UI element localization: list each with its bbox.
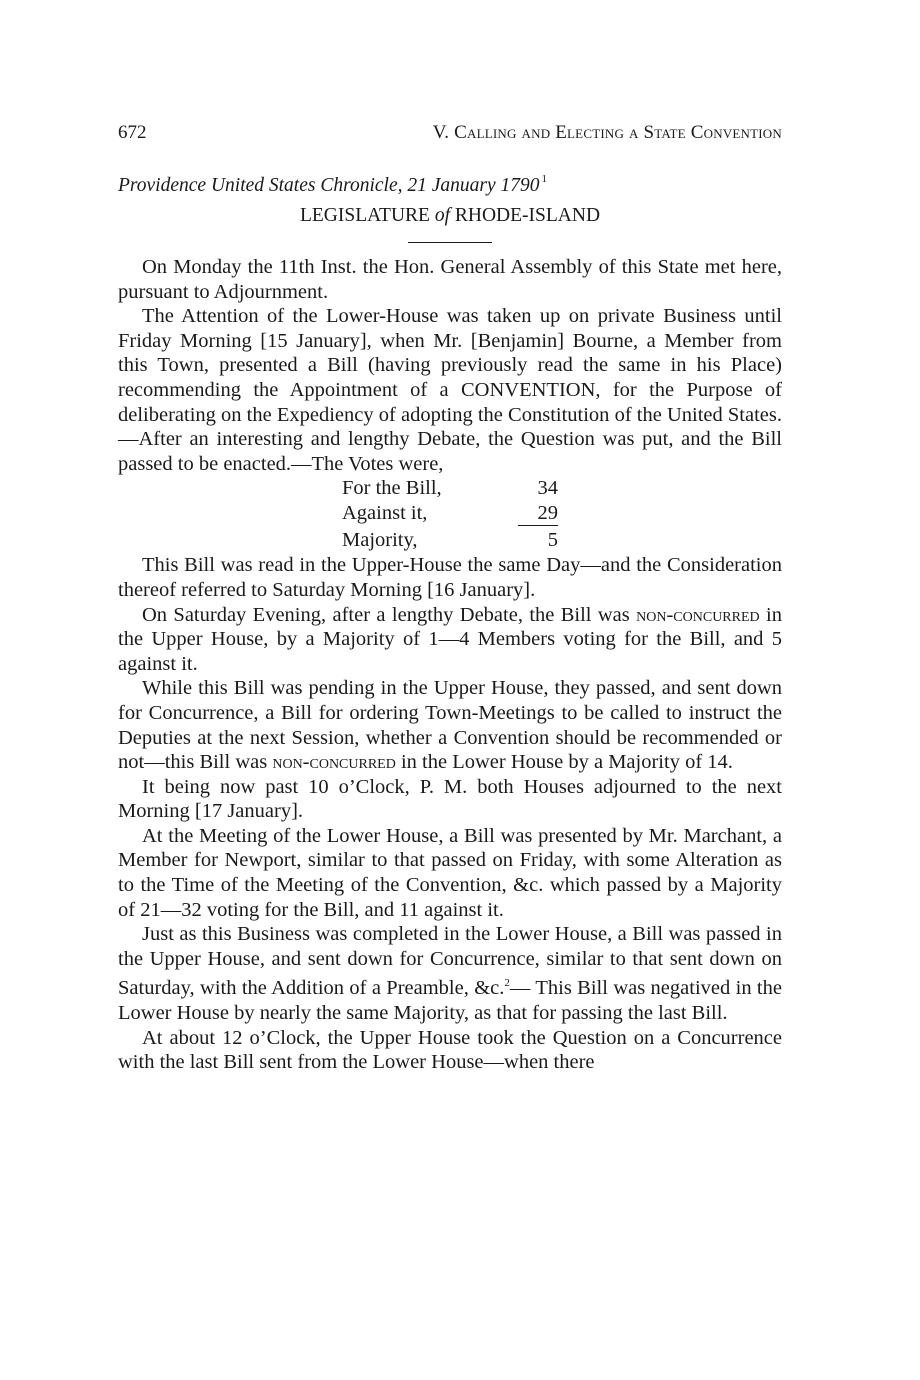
heading-rule — [408, 242, 492, 243]
paragraph-5 — [118, 676, 782, 774]
footnote-marker-1: 1 — [541, 173, 548, 185]
vote-sum-rule — [518, 525, 558, 526]
paragraph-4 — [118, 603, 782, 677]
running-head — [118, 122, 782, 152]
paragraph-5-text-b: in the Lower House by a Majority of 14. — [395, 751, 733, 774]
section-heading — [118, 205, 782, 227]
paragraph-1: On Monday the 11th Inst. the Hon. General Assembly of this State met here, pursuant to Adjournment. — [118, 256, 782, 303]
vote-count-majority: 5 — [547, 529, 558, 552]
non-concurred-term-2: non-concurred — [272, 751, 396, 774]
vote-label-for: For the Bill, — [342, 477, 442, 500]
article-body — [118, 255, 782, 1075]
footnote-marker-2: 2 — [504, 977, 510, 990]
paragraph-4-text-b: in the Upper House, by a Majority of 1—4 Members voting for the Bill, and 5 against it. — [118, 603, 782, 675]
paragraph-3: This Bill was read in the Upper-House the same Day—and the Consideration thereof referred to Saturday Morning [16 January]. — [118, 554, 782, 601]
page-number: 672 — [118, 122, 147, 143]
paragraph-8-text-a: Just as this Business was completed in the Lower House, a Bill was passed in the Upper House, and sent down for Concurrence, similar to that sent down on Saturday, with the Addition of a Preamble, &c. — [118, 923, 782, 1000]
vote-count-for: 34 — [537, 477, 558, 500]
vote-row-majority — [342, 528, 562, 553]
vote-label-majority: Majority, — [342, 529, 418, 552]
paragraph-8-text-b: — This Bill was negatived in the Lower House by nearly the same Majority, as that for passing the last Bill. — [118, 977, 782, 1025]
vote-label-against: Against it, — [342, 502, 428, 525]
source-citation — [118, 173, 782, 197]
paragraph-8 — [118, 922, 782, 1025]
vote-row-against — [342, 501, 562, 526]
vote-tally — [342, 476, 562, 553]
vote-row-for — [342, 476, 562, 501]
vote-count-against: 29 — [537, 502, 558, 525]
heading-of: of — [434, 205, 450, 226]
paragraph-6: It being now past 10 o’Clock, P. M. both Houses adjourned to the next Morning [17 January]. — [118, 775, 782, 823]
citation-text: Providence United States Chronicle, 21 January 1790 — [118, 175, 540, 196]
paragraph-9: At about 12 o’Clock, the Upper House took the Question on a Concurrence with the last Bill sent from the Lower House—when there — [118, 1026, 782, 1074]
heading-part-2: RHODE-ISLAND — [450, 205, 601, 226]
running-title: V. Calling and Electing a State Convention — [432, 122, 782, 143]
paragraph-4-text-a: On Saturday Evening, after a lengthy Debate, the Bill was — [142, 603, 637, 626]
heading-part-1: LEGISLATURE — [299, 205, 435, 226]
non-concurred-term: non-concurred — [636, 603, 760, 626]
paragraph-5-text-a: While this Bill was pending in the Upper House, they passed, and sent down for Concurrence, a Bill for ordering Town-Meetings to be called to instruct the Deputies at the next Session, whether a Convention should be recommended or not—this Bill was — [118, 677, 782, 774]
paragraph-7: At the Meeting of the Lower House, a Bill was presented by Mr. Marchant, a Member for Newport, similar to that passed on Friday, with some Alteration as to the Time of the Meeting of the Convention, &c. which passed by a Majority of 21—32 voting for the Bill, and 11 against it. — [118, 824, 782, 921]
document-page — [118, 0, 782, 1380]
paragraph-2: The Attention of the Lower-House was taken up on private Business until Friday Morning [15 January], when Mr. [Benjamin] Bourne, a Member from this Town, presented a Bill (having previously read the same in his Place) recommending the Appointment of a CONVENTION, for the Purpose of deliberating on the Expediency of adopting the Constitution of the United States.—After an interesting and lengthy Debate, the Question was put, and the Bill passed to be enacted.—The Votes were, — [118, 305, 782, 475]
